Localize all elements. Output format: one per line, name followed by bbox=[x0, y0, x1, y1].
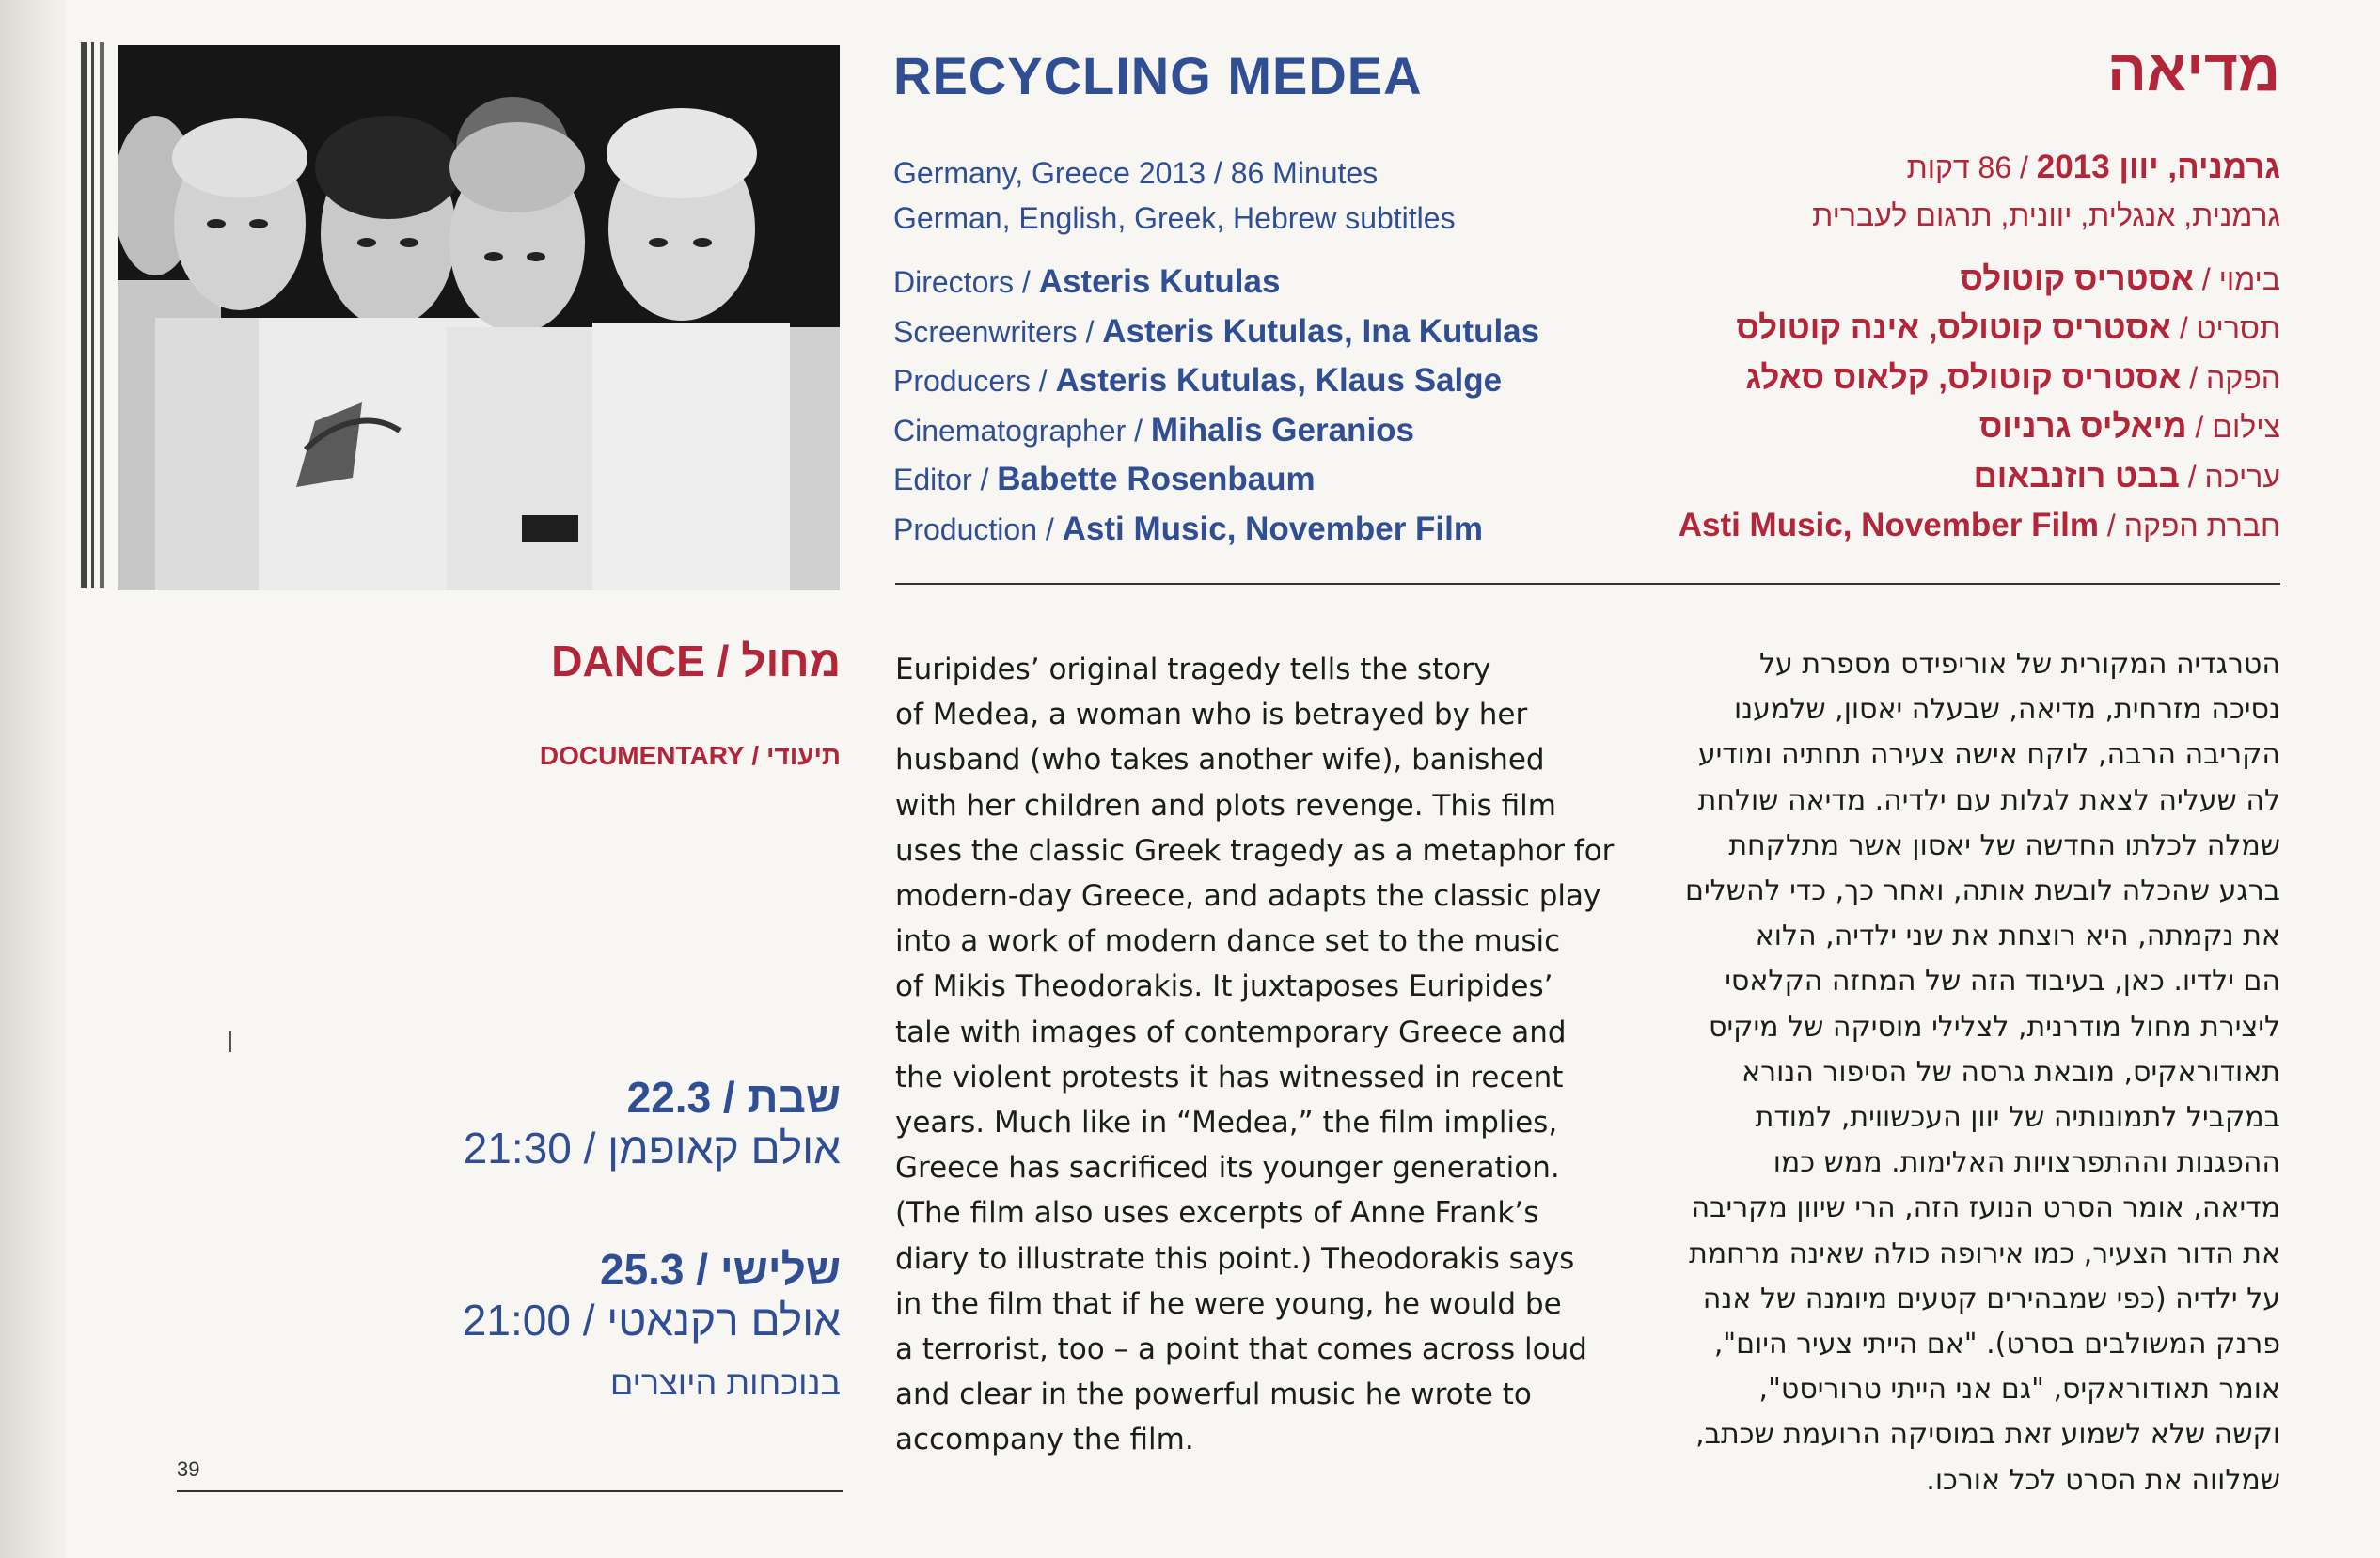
synopsis-line: diary to illustrate this point.) Theodorakis says bbox=[895, 1241, 1575, 1276]
credit-names: בבט רוזנבאום bbox=[1973, 457, 2180, 495]
credit-role: Production bbox=[893, 511, 1037, 546]
dancers-image bbox=[118, 45, 840, 590]
hebrew-title: מדיאה bbox=[2106, 39, 2280, 103]
synopsis-line: years. Much like in “Medea,” the film implies, bbox=[895, 1106, 1558, 1141]
synopsis-line: וקשה שלא לשמוע זאת במוסיקה הרועמת שכתב, bbox=[1695, 1418, 2280, 1452]
separator: / bbox=[1206, 156, 1231, 190]
country-year: גרמניה, יוון 2013 bbox=[2036, 149, 2280, 185]
page-gutter bbox=[0, 0, 66, 1558]
languages: German, English, Greek, Hebrew subtitles bbox=[893, 201, 1456, 235]
credit-role: Directors bbox=[893, 265, 1015, 299]
credit-row: Screenwriters / Asteris Kutulas, Ina Kutulas bbox=[893, 312, 1540, 350]
synopsis-line: Greece has sacrificed its younger generation. bbox=[895, 1151, 1560, 1186]
presence-note: בנוכחות היוצרים bbox=[609, 1363, 841, 1402]
synopsis-line: על ילדיה (כפי שמבהירים קטעים מיומנה של אנה bbox=[1702, 1282, 2280, 1315]
screening-venue-time: אולם רקנאטי / 21:00 bbox=[462, 1296, 841, 1345]
synopsis-line: accompany the film. bbox=[895, 1423, 1194, 1457]
synopsis-line: tale with images of contemporary Greece and bbox=[895, 1015, 1567, 1049]
screening-date: שבת / 22.3 bbox=[626, 1073, 841, 1122]
binding-line bbox=[100, 42, 104, 588]
credit-row: Cinematographer / Mihalis Geranios bbox=[893, 411, 1415, 449]
english-details bbox=[893, 150, 1539, 554]
synopsis-line: במקביל לתמונותיה של יוון העכשווית, למודת bbox=[1755, 1101, 2280, 1135]
credit-names: Asteris Kutulas, Klaus Salge bbox=[1055, 362, 1503, 399]
synopsis-line: ההפגנות וההתפרצויות האלימות. ממש כמו bbox=[1773, 1146, 2280, 1180]
credit-role: עריכה bbox=[2204, 459, 2280, 494]
synopsis-line: את נקמתה, היא רוצחת את שני ילדיה, הלוא bbox=[1755, 920, 2280, 953]
synopsis-line: שמלה לכלתו החדשה של יאסון אשר מתלקחת bbox=[1728, 828, 2280, 862]
hebrew-synopsis bbox=[1603, 642, 2280, 1503]
screening-venue-time: אולם קאופמן / 21:30 bbox=[463, 1124, 841, 1172]
credit-role: Producers bbox=[893, 364, 1031, 398]
credit-names: אסטריס קוטולס, קלאוס סאלג bbox=[1745, 358, 2182, 396]
credit-names: מיאליס גרניוס bbox=[1978, 408, 2187, 445]
screening-date: שלישי / 25.3 bbox=[599, 1245, 841, 1294]
synopsis-line: (The film also uses excerpts of Anne Frank’s bbox=[895, 1196, 1539, 1231]
screening-1 bbox=[464, 1072, 841, 1173]
credit-names: Mihalis Geranios bbox=[1150, 411, 1415, 449]
synopsis-line: הם ילדיו. כאן, בעיבוד הזה של המחזה הקלאסי bbox=[1725, 965, 2280, 999]
credit-row: צילום / מיאליס גרניוס bbox=[1978, 408, 2280, 445]
synopsis-line: uses the classic Greek tragedy as a metaphor for bbox=[895, 833, 1615, 868]
stray-mark bbox=[229, 1031, 231, 1052]
credit-role: Editor bbox=[893, 463, 972, 496]
binding-line bbox=[91, 42, 94, 588]
synopsis-line: the violent protests it has witnessed in recent bbox=[895, 1060, 1564, 1094]
film-still-photo bbox=[118, 45, 840, 590]
synopsis-line: שמלווה את הסרט לכל אורכו. bbox=[1926, 1463, 2280, 1497]
credit-role: Cinematographer bbox=[893, 413, 1127, 448]
credit-role: Screenwriters bbox=[893, 314, 1078, 349]
credit-row: Editor / Babette Rosenbaum bbox=[893, 461, 1316, 497]
credit-names: Asti Music, November Film bbox=[1062, 510, 1483, 547]
credit-role: תסריט bbox=[2196, 311, 2280, 345]
credit-names: Asteris Kutulas, Ina Kutulas bbox=[1102, 312, 1540, 350]
synopsis-line: תאודוראקיס, מובאת גרסה של הסיפור הנורא bbox=[1742, 1055, 2280, 1089]
credit-row: תסריט / אסטריס קוטולס, אינה קוטולס bbox=[1736, 309, 2280, 346]
credit-names: Asti Music, November Film bbox=[1678, 507, 2100, 543]
synopsis-line: in the film that if he were young, he would be bbox=[895, 1286, 1562, 1321]
credit-row: חברת הפקה / Asti Music, November Film bbox=[1678, 507, 2280, 543]
separator: / bbox=[2011, 150, 2037, 184]
credit-row: בימוי / אסטריס קוטולס bbox=[1960, 260, 2280, 297]
section-divider bbox=[895, 583, 2280, 585]
screening-2 bbox=[463, 1244, 841, 1346]
synopsis-line: פרנק המשולבים בסרט). "אם הייתי צעיר היום", bbox=[1713, 1328, 2280, 1361]
synopsis-line: and clear in the powerful music he wrote to bbox=[895, 1377, 1532, 1412]
subgenre-label: תיעודי / DOCUMENTARY bbox=[539, 741, 841, 770]
synopsis-line: אומר תאודוראקיס, "גם אני הייתי טרוריסט", bbox=[1758, 1373, 2280, 1407]
synopsis-line: ליצירת מחול מודרנית, לצלילי מוסיקה של מיקיס bbox=[1709, 1010, 2280, 1044]
credit-role: בימוי bbox=[2218, 261, 2280, 296]
credit-row: Directors / Asteris Kutulas bbox=[893, 263, 1281, 300]
synopsis-line: נסיכה מזרחית, מדיאה, שבעלה יאסון, שלמענו bbox=[1733, 693, 2280, 727]
synopsis-line: Euripides’ original tragedy tells the story bbox=[895, 653, 1491, 686]
synopsis-line: of Medea, a woman who is betrayed by her bbox=[895, 698, 1528, 732]
credit-role: הפקה bbox=[2206, 360, 2280, 395]
country-year-runtime bbox=[893, 150, 1539, 196]
synopsis-line: הטרגדיה המקורית של אוריפידס מספרת על bbox=[1758, 648, 2280, 681]
credit-row: עריכה / בבט רוזנבאום bbox=[1973, 457, 2280, 495]
english-synopsis bbox=[895, 647, 1615, 1463]
footer-rule bbox=[177, 1490, 843, 1492]
credit-role: צילום bbox=[2212, 410, 2280, 444]
synopsis-line: with her children and plots revenge. This film bbox=[895, 788, 1556, 823]
page-number: 39 bbox=[177, 1457, 200, 1481]
credit-row: Producers / Asteris Kutulas, Klaus Salge bbox=[893, 362, 1503, 399]
credit-role: חברת הפקה bbox=[2123, 509, 2280, 543]
hebrew-details bbox=[1679, 143, 2280, 551]
credit-row: Production / Asti Music, November Film bbox=[893, 510, 1483, 547]
synopsis-line: הקריבה הרבה, לוקח אישה צעירה תחתיה ומודיע bbox=[1697, 738, 2280, 772]
country-year: Germany, Greece 2013 bbox=[893, 156, 1206, 190]
runtime: 86 Minutes bbox=[1230, 156, 1379, 190]
binding-line bbox=[81, 42, 87, 588]
credit-names: אסטריס קוטולס bbox=[1960, 260, 2194, 297]
synopsis-line: את הדור הצעיר, כמו אירופה כולה שאינה מרחמת bbox=[1689, 1236, 2280, 1270]
synopsis-line: husband (who takes another wife), banished bbox=[895, 743, 1545, 778]
credit-row: הפקה / אסטריס קוטולס, קלאוס סאלג bbox=[1745, 358, 2280, 396]
languages: גרמנית, אנגלית, יוונית, תרגום לעברית bbox=[1812, 197, 2280, 232]
genre-label: מחול / DANCE bbox=[551, 637, 841, 685]
synopsis-line: a terrorist, too – a point that comes across loud bbox=[895, 1332, 1587, 1367]
synopsis-line: modern-day Greece, and adapts the classic play bbox=[895, 879, 1601, 914]
synopsis-line: מדיאה, אומר הסרט הנועז הזה, הרי שיוון מקריבה bbox=[1691, 1191, 2280, 1225]
synopsis-line: ברגע שהכלה לובשת אותה, ואחר כך, כדי להשלים bbox=[1685, 874, 2280, 908]
credit-names: אסטריס קוטולס, אינה קוטולס bbox=[1736, 309, 2171, 346]
runtime: 86 דקות bbox=[1906, 150, 2012, 184]
credit-names: Asteris Kutulas bbox=[1038, 263, 1281, 300]
country-year-runtime bbox=[1679, 143, 2280, 193]
english-title: RECYCLING MEDEA bbox=[893, 46, 1423, 105]
synopsis-line: of Mikis Theodorakis. It juxtaposes Euripides’ bbox=[895, 969, 1553, 1004]
synopsis-line: לה שעליה לצאת לגלות עם ילדיה. מדיאה שולחת bbox=[1697, 783, 2280, 817]
synopsis-line: into a work of modern dance set to the music bbox=[895, 924, 1561, 959]
credit-names: Babette Rosenbaum bbox=[997, 461, 1316, 497]
